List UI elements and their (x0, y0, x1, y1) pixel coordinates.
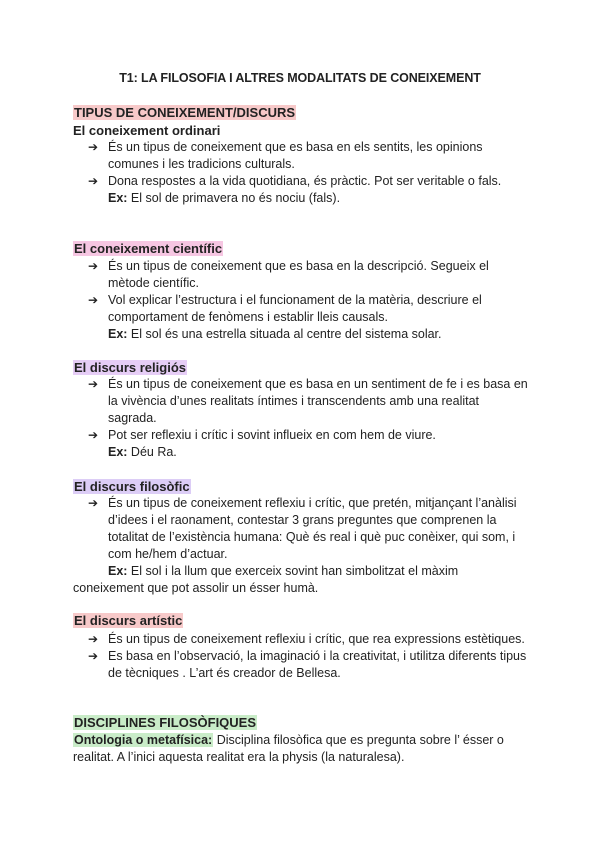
heading-religios-text: El discurs religiós (74, 360, 186, 375)
list-item (88, 495, 528, 563)
heading-filosofic (73, 479, 191, 495)
list-item (88, 139, 528, 173)
list-item (88, 648, 528, 682)
example-label: Ex: (108, 564, 128, 578)
list-item (88, 292, 528, 326)
ontologia-text: Disciplina filosòfica que es pregunta sobre l’ ésser o realitat. A l’inici aquesta realitat era la physis (la naturalesa). (73, 733, 504, 764)
bullet-text: Es basa en l’observació, la imaginació i la creativitat, i utilitza diferents tipus de tècniques . L’art és creador de Bellesa. (108, 649, 527, 680)
arrow-icon: ➔ (88, 140, 99, 154)
example-line (88, 326, 528, 343)
example-line (88, 444, 528, 461)
bullet-text: Vol explicar l’estructura i el funcionament de la matèria, descriure el comportament de fenòmens i establir lleis causals. (108, 293, 482, 324)
example-text: El sol de primavera no és nociu (fals). (127, 191, 341, 205)
section-heading-disciplines (73, 715, 257, 731)
list-item (88, 258, 528, 292)
arrow-icon: ➔ (88, 174, 99, 188)
list-item (88, 173, 528, 190)
bullet-text: És un tipus de coneixement que es basa en un sentiment de fe i es basa en la vivència d’unes realitats íntimes i transcendents amb una realitat sagrada. (108, 377, 528, 425)
arrow-icon: ➔ (88, 649, 99, 663)
list-item (88, 631, 528, 648)
example-label: Ex: (108, 191, 128, 205)
example-line (88, 563, 528, 580)
heading-religios (73, 360, 187, 376)
example-line (88, 190, 528, 207)
heading-artistic (73, 613, 183, 629)
block-artistic (88, 631, 528, 682)
example-text: El sol és una estrella situada al centre del sistema solar. (127, 327, 442, 341)
arrow-icon: ➔ (88, 496, 99, 510)
block-ordinari (88, 139, 528, 207)
heading-filosofic-text: El discurs filosòfic (74, 479, 190, 494)
block-religios (88, 376, 528, 461)
bullet-text: És un tipus de coneixement que es basa en els sentits, les opinions comunes i les tradicions culturals. (108, 140, 483, 171)
example-label: Ex: (108, 327, 128, 341)
bullet-text: És un tipus de coneixement reflexiu i crític, que rea expressions estètiques. (108, 632, 525, 646)
ontologia-paragraph (73, 732, 533, 766)
block-cientific (88, 258, 528, 343)
example-text: El sol i la llum que exerceix sovint han simbolitzat el màxim (127, 564, 459, 578)
heading-ordinari: El coneixement ordinari (73, 123, 221, 138)
bullet-text: Dona respostes a la vida quotidiana, és pràctic. Pot ser veritable o fals. (108, 174, 502, 188)
heading-artistic-text: El discurs artístic (74, 613, 183, 628)
example-continuation: coneixement que pot assolir un ésser humà. (73, 581, 319, 595)
arrow-icon: ➔ (88, 377, 99, 391)
arrow-icon: ➔ (88, 259, 99, 273)
example-text: Déu Ra. (127, 445, 177, 459)
arrow-icon: ➔ (88, 293, 99, 307)
ontologia-label: Ontologia o metafísica: (74, 733, 213, 747)
bullet-text: És un tipus de coneixement reflexiu i crític, que pretén, mitjançant l’anàlisi d’idees i el raonament, contestar 3 grans preguntes que comprenen la totalitat de l’existència humana: Què és real i què puc conèixer, qui som, i com he/hem d’actuar. (108, 496, 517, 561)
bullet-text: És un tipus de coneixement que es basa en la descripció. Segueix el mètode científic. (108, 259, 489, 290)
example-label: Ex: (108, 445, 128, 459)
heading-cientific-text: El coneixement científic (74, 241, 223, 256)
page-title: T1: LA FILOSOFIA I ALTRES MODALITATS DE CONEIXEMENT (119, 71, 481, 85)
list-item (88, 376, 528, 427)
section-heading-disciplines-text: DISCIPLINES FILOSÒFIQUES (74, 715, 257, 730)
arrow-icon: ➔ (88, 428, 99, 442)
bullet-text: Pot ser reflexiu i crític i sovint influeix en com hem de viure. (108, 428, 436, 442)
section-heading-types-text: TIPUS DE CONEIXEMENT/DISCURS (74, 105, 296, 120)
list-item (88, 427, 528, 444)
heading-cientific (73, 241, 223, 257)
block-filosofic (88, 495, 528, 580)
section-heading-types (73, 105, 296, 121)
arrow-icon: ➔ (88, 632, 99, 646)
